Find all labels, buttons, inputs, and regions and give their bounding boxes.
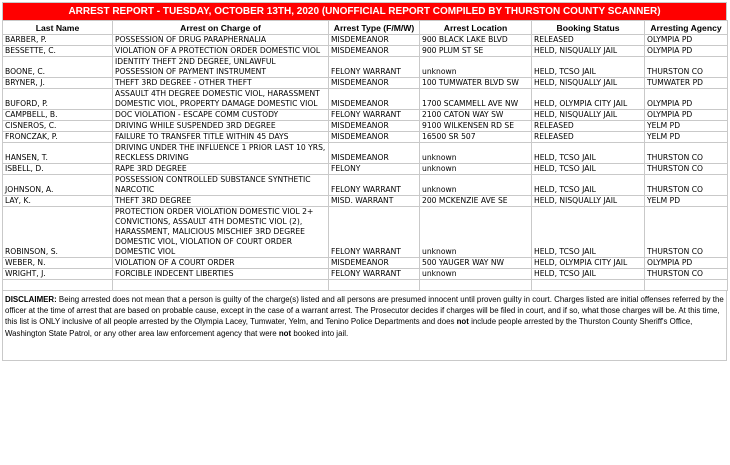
cell-arrest-type: MISD. WARRANT xyxy=(329,196,420,207)
cell-arrest-type: FELONY WARRANT xyxy=(329,175,420,196)
cell-arresting-agency: YELM PD xyxy=(645,196,728,207)
cell-arrest-location: 2100 CATON WAY SW xyxy=(420,110,532,121)
column-header-last-name: Last Name xyxy=(3,21,113,35)
cell-charge: VIOLATION OF A COURT ORDER xyxy=(113,258,329,269)
cell-last-name: BOONE, C. xyxy=(3,57,113,78)
cell-arresting-agency: OLYMPIA PD xyxy=(645,110,728,121)
table-row xyxy=(3,121,728,132)
column-header-arrest-location: Arrest Location xyxy=(420,21,532,35)
cell-arrest-type: FELONY WARRANT xyxy=(329,57,420,78)
cell-last-name: JOHNSON, A. xyxy=(3,175,113,196)
cell-booking-status: HELD, NISQUALLY JAIL xyxy=(532,110,645,121)
cell-arrest-type: FELONY xyxy=(329,164,420,175)
cell-arrest-type: FELONY WARRANT xyxy=(329,110,420,121)
cell-arrest-location: 200 MCKENZIE AVE SE xyxy=(420,196,532,207)
table-header-row xyxy=(3,21,728,35)
empty-cell xyxy=(645,280,728,291)
table-row xyxy=(3,35,728,46)
cell-last-name: BESSETTE, C. xyxy=(3,46,113,57)
cell-arrest-type: MISDEMEANOR xyxy=(329,132,420,143)
cell-charge: RAPE 3RD DEGREE xyxy=(113,164,329,175)
cell-arrest-type: MISDEMEANOR xyxy=(329,78,420,89)
cell-charge: THEFT 3RD DEGREE - OTHER THEFT xyxy=(113,78,329,89)
cell-booking-status: RELEASED xyxy=(532,121,645,132)
cell-booking-status: RELEASED xyxy=(532,35,645,46)
table-row xyxy=(3,110,728,121)
cell-arrest-location: unknown xyxy=(420,164,532,175)
cell-arresting-agency: THURSTON CO xyxy=(645,143,728,164)
table-row xyxy=(3,175,728,196)
cell-last-name: ISBELL, D. xyxy=(3,164,113,175)
cell-arrest-location: 16500 SR 507 xyxy=(420,132,532,143)
cell-arresting-agency: THURSTON CO xyxy=(645,164,728,175)
cell-charge: PROTECTION ORDER VIOLATION DOMESTIC VIOL 2+ CONVICTIONS, ASSAULT 4TH DOMESTIC VIOL (2), HARASSMENT, MALICIOUS MISCHIEF 3RD DEGREE DOMESTIC VIOL, VIOLATION OF COURT ORDER DOMESTIC VIOL xyxy=(113,207,329,258)
column-header-arresting-agency: Arresting Agency xyxy=(645,21,728,35)
disclaimer-label: DISCLAIMER: xyxy=(5,295,57,304)
disclaimer xyxy=(2,291,727,361)
disclaimer-text: booked into jail. xyxy=(291,328,349,338)
cell-last-name: ROBINSON, S. xyxy=(3,207,113,258)
column-header-charge: Arrest on Charge of xyxy=(113,21,329,35)
cell-arrest-location: 900 PLUM ST SE xyxy=(420,46,532,57)
cell-charge: FORCIBLE INDECENT LIBERTIES xyxy=(113,269,329,280)
table-row xyxy=(3,164,728,175)
table-row xyxy=(3,132,728,143)
cell-last-name: WEBER, N. xyxy=(3,258,113,269)
cell-arrest-location: 9100 WILKENSEN RD SE xyxy=(420,121,532,132)
cell-booking-status: HELD, TCSO JAIL xyxy=(532,143,645,164)
cell-booking-status: HELD, TCSO JAIL xyxy=(532,207,645,258)
cell-charge: IDENTITY THEFT 2ND DEGREE, UNLAWFUL POSSESSION OF PAYMENT INSTRUMENT xyxy=(113,57,329,78)
cell-last-name: CAMPBELL, B. xyxy=(3,110,113,121)
cell-charge: DRIVING WHILE SUSPENDED 3RD DEGREE xyxy=(113,121,329,132)
cell-arrest-location: 500 YAUGER WAY NW xyxy=(420,258,532,269)
cell-booking-status: HELD, NISQUALLY JAIL xyxy=(532,78,645,89)
arrest-report xyxy=(2,2,727,361)
cell-arresting-agency: THURSTON CO xyxy=(645,57,728,78)
arrest-table xyxy=(2,20,728,291)
cell-arresting-agency: TUMWATER PD xyxy=(645,78,728,89)
cell-arrest-location: unknown xyxy=(420,207,532,258)
cell-last-name: BRYNER, J. xyxy=(3,78,113,89)
table-row xyxy=(3,196,728,207)
cell-arrest-location: unknown xyxy=(420,269,532,280)
empty-cell xyxy=(329,280,420,291)
cell-booking-status: HELD, NISQUALLY JAIL xyxy=(532,196,645,207)
disclaimer-text: include people arrested by the Thurston County Sheriff's Office, Washington State Patrol, or any other area law enforcement agency that were xyxy=(5,317,693,338)
cell-last-name: WRIGHT, J. xyxy=(3,269,113,280)
cell-arresting-agency: THURSTON CO xyxy=(645,207,728,258)
column-header-booking-status: Booking Status xyxy=(532,21,645,35)
cell-booking-status: RELEASED xyxy=(532,132,645,143)
empty-cell xyxy=(420,280,532,291)
cell-arrest-type: MISDEMEANOR xyxy=(329,46,420,57)
table-row xyxy=(3,258,728,269)
cell-arresting-agency: OLYMPIA PD xyxy=(645,46,728,57)
cell-booking-status: HELD, TCSO JAIL xyxy=(532,269,645,280)
cell-last-name: BARBER, P. xyxy=(3,35,113,46)
cell-last-name: BUFORD, P. xyxy=(3,89,113,110)
cell-arresting-agency: THURSTON CO xyxy=(645,175,728,196)
cell-last-name: HANSEN, T. xyxy=(3,143,113,164)
cell-arrest-type: MISDEMEANOR xyxy=(329,89,420,110)
table-row xyxy=(3,269,728,280)
cell-charge: THEFT 3RD DEGREE xyxy=(113,196,329,207)
cell-last-name: LAY, K. xyxy=(3,196,113,207)
column-header-arrest-type: Arrest Type (F/M/W) xyxy=(329,21,420,35)
cell-booking-status: HELD, TCSO JAIL xyxy=(532,57,645,78)
cell-booking-status: HELD, OLYMPIA CITY JAIL xyxy=(532,258,645,269)
cell-arrest-location: unknown xyxy=(420,175,532,196)
cell-arresting-agency: YELM PD xyxy=(645,121,728,132)
cell-arresting-agency: OLYMPIA PD xyxy=(645,89,728,110)
cell-charge: POSSESSION CONTROLLED SUBSTANCE SYNTHETIC NARCOTIC xyxy=(113,175,329,196)
disclaimer-not-emphasis: not xyxy=(456,317,469,327)
cell-charge: VIOLATION OF A PROTECTION ORDER DOMESTIC VIOL xyxy=(113,46,329,57)
empty-cell xyxy=(113,280,329,291)
empty-cell xyxy=(3,280,113,291)
cell-booking-status: HELD, NISQUALLY JAIL xyxy=(532,46,645,57)
cell-arrest-type: MISDEMEANOR xyxy=(329,143,420,164)
table-row xyxy=(3,89,728,110)
disclaimer-not-emphasis: not xyxy=(278,328,292,338)
cell-arresting-agency: OLYMPIA PD xyxy=(645,258,728,269)
table-row xyxy=(3,46,728,57)
empty-cell xyxy=(532,280,645,291)
cell-arresting-agency: OLYMPIA PD xyxy=(645,35,728,46)
cell-arrest-location: 100 TUMWATER BLVD SW xyxy=(420,78,532,89)
cell-arrest-type: FELONY WARRANT xyxy=(329,207,420,258)
cell-booking-status: HELD, TCSO JAIL xyxy=(532,164,645,175)
disclaimer-text: Being arrested does not mean that a person is guilty of the charge(s) listed and all persons are presumed innocent until proven guilty in court. Charges listed are initial offenses referred by the officer at the time of arrest that are based on probable cause, except in the case of a warrant arrest. The Prosecutor decides if charges will be filed in court, and if so, what those charges will be. At this time, this list is ONLY inclusive of all people arrested by the Olympia Lacey, Tumwater, Yelm, and Tenino Police Departments and does xyxy=(5,295,724,327)
cell-last-name: CISNEROS, C. xyxy=(3,121,113,132)
cell-arrest-location: unknown xyxy=(420,143,532,164)
cell-charge: POSSESSION OF DRUG PARAPHERNALIA xyxy=(113,35,329,46)
cell-arrest-type: MISDEMEANOR xyxy=(329,35,420,46)
table-row xyxy=(3,57,728,78)
report-title: ARREST REPORT - TUESDAY, OCTOBER 13TH, 2020 (UNOFFICIAL REPORT COMPILED BY THURSTON COUNTY SCANNER) xyxy=(2,2,727,20)
table-row xyxy=(3,143,728,164)
cell-last-name: FRONCZAK, P. xyxy=(3,132,113,143)
cell-arrest-type: FELONY WARRANT xyxy=(329,269,420,280)
cell-charge: DRIVING UNDER THE INFLUENCE 1 PRIOR LAST 10 YRS, RECKLESS DRIVING xyxy=(113,143,329,164)
cell-booking-status: HELD, OLYMPIA CITY JAIL xyxy=(532,89,645,110)
cell-arresting-agency: THURSTON CO xyxy=(645,269,728,280)
cell-arrest-location: 1700 SCAMMELL AVE NW xyxy=(420,89,532,110)
table-row xyxy=(3,207,728,258)
cell-charge: ASSAULT 4TH DEGREE DOMESTIC VIOL, HARASSMENT DOMESTIC VIOL, PROPERTY DAMAGE DOMESTIC VIOL xyxy=(113,89,329,110)
cell-arresting-agency: YELM PD xyxy=(645,132,728,143)
cell-booking-status: HELD, TCSO JAIL xyxy=(532,175,645,196)
cell-arrest-location: unknown xyxy=(420,57,532,78)
cell-arrest-type: MISDEMEANOR xyxy=(329,258,420,269)
table-row xyxy=(3,78,728,89)
empty-row xyxy=(3,280,728,291)
cell-charge: FAILURE TO TRANSFER TITLE WITHIN 45 DAYS xyxy=(113,132,329,143)
cell-arrest-location: 900 BLACK LAKE BLVD xyxy=(420,35,532,46)
cell-arrest-type: MISDEMEANOR xyxy=(329,121,420,132)
cell-charge: DOC VIOLATION - ESCAPE COMM CUSTODY xyxy=(113,110,329,121)
